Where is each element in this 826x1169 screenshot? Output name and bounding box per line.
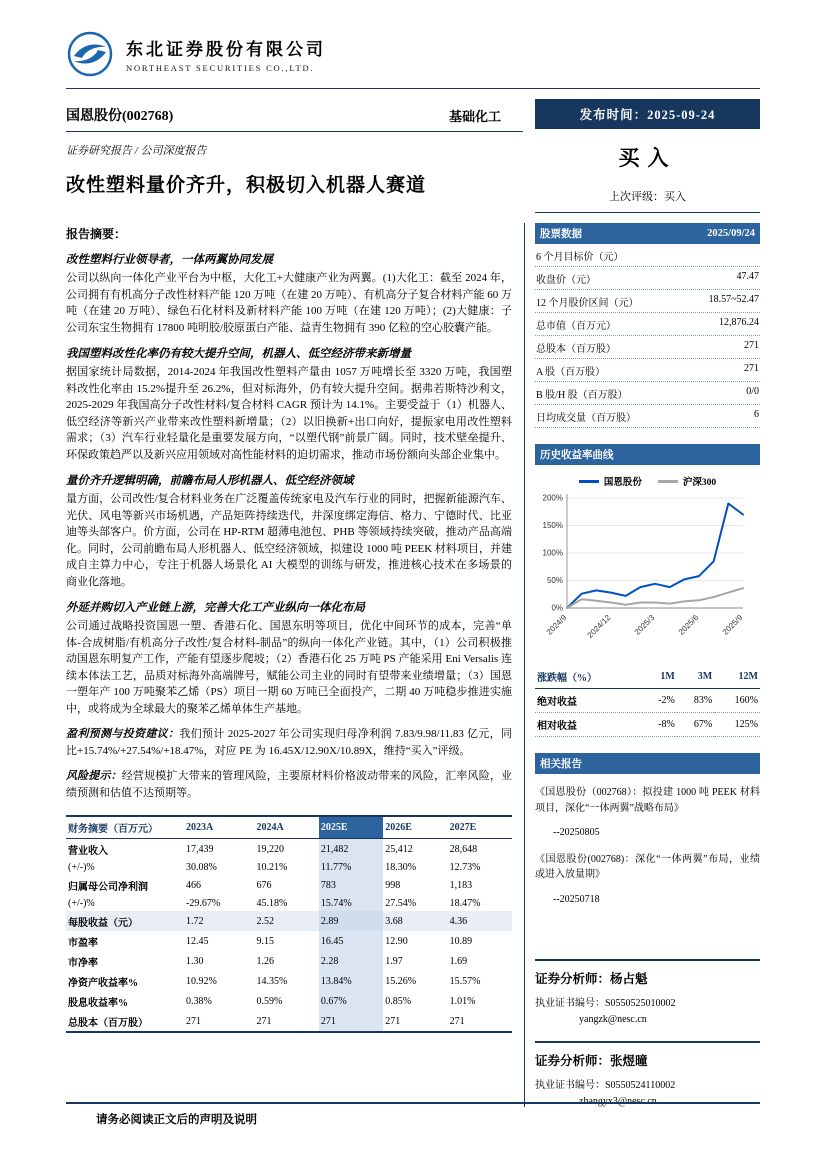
fin-table-cell: 0.59%	[256, 995, 283, 1007]
fin-table-cell: (+/-)%	[68, 897, 95, 909]
stock-data-row	[535, 290, 760, 313]
fin-table-cell: 4.36	[448, 911, 512, 931]
fin-table-cell: 0.67%	[319, 991, 383, 1011]
fin-table-cell: 18.30%	[385, 861, 417, 873]
fin-table-cell: 17,439	[186, 843, 214, 855]
stock-data-row	[535, 244, 760, 267]
svg-text:0%: 0%	[551, 603, 563, 613]
footer-disclaimer: 请务必阅读正文后的声明及说明	[66, 1102, 760, 1127]
fin-table-cell: 14.35%	[256, 975, 288, 987]
svg-text:100%: 100%	[542, 548, 563, 558]
fin-table-cell: 10.21%	[256, 861, 288, 873]
fin-table-row	[66, 971, 512, 991]
legend-label: 沪深300	[682, 478, 717, 488]
fin-table-cell: 9.15	[256, 935, 275, 947]
svg-text:2025/9: 2025/9	[720, 613, 745, 637]
history-chart-svg	[535, 488, 751, 656]
titles-row	[66, 138, 760, 213]
returns-header-cell: 1M	[642, 665, 677, 689]
returns-cell: 相对收益	[535, 713, 642, 737]
brand-header	[66, 30, 760, 89]
fin-table-cell: 15.57%	[449, 975, 481, 987]
main-column	[66, 223, 524, 1107]
fin-table-cell: 19,220	[256, 843, 285, 855]
fin-table-row	[66, 839, 512, 860]
legend-swatch	[579, 480, 599, 483]
rating-badge: 买入	[618, 146, 677, 170]
returns-row	[535, 689, 760, 713]
analyst-block	[535, 959, 760, 1025]
fin-table-cell: 998	[385, 879, 401, 891]
stock-data-date: 2025/09/24	[707, 228, 755, 239]
profit-forecast	[66, 726, 512, 759]
fin-table-cell: 0.38%	[186, 995, 212, 1007]
fin-table-body	[66, 839, 512, 1033]
fin-table-cell: 归属母公司净利润	[68, 881, 148, 893]
fin-table-head	[66, 816, 512, 839]
stock-data-row	[535, 336, 760, 359]
fin-table-header-cell: 2027E	[448, 816, 512, 839]
report-item	[535, 852, 760, 908]
fin-table-cell: 2.28	[319, 951, 383, 971]
returns-cell: -2%	[642, 689, 677, 713]
stock-data-value: 271	[744, 362, 759, 374]
section-title: 改性塑料行业领导者，一体两翼协同发展	[66, 254, 273, 266]
section-title: 量价齐升逻辑明确，前瞻布局人形机器人、低空经济领域	[66, 475, 354, 487]
returns-cell: 160%	[714, 689, 760, 713]
stock-data-label: 日均成交量（百万股）	[536, 412, 636, 424]
fin-table-header-cell: 2026E	[383, 816, 447, 839]
fin-table-cell: 271	[184, 1011, 255, 1032]
fin-table-header-cell: 2024A	[255, 816, 319, 839]
report-item	[535, 785, 760, 841]
stock-data-title: 股票数据	[540, 229, 582, 240]
fin-table-row	[66, 859, 512, 875]
stock-data-header	[535, 223, 760, 244]
summary-heading: 报告摘要：	[66, 227, 127, 241]
fin-table-cell: 1,183	[449, 879, 473, 891]
returns-cell: 125%	[714, 713, 760, 737]
fin-table-cell: 15.74%	[319, 895, 383, 911]
related-reports-list	[535, 785, 760, 907]
fin-table-cell: 783	[319, 875, 383, 895]
financial-summary-table	[66, 815, 512, 1033]
fin-table-header-cell: 2023A	[184, 816, 255, 839]
fin-table-cell: 1.26	[256, 955, 275, 967]
stock-data-row	[535, 313, 760, 336]
report-type: 证券研究报告 / 公司深度报告	[66, 145, 207, 157]
history-chart-block	[535, 444, 760, 661]
stock-data-value: 47.47	[736, 270, 759, 282]
svg-text:2024/12: 2024/12	[585, 613, 613, 640]
chart-legend	[535, 474, 760, 488]
stock-data-label: 12 个月股价区间（元）	[536, 297, 639, 309]
risk-warning-body: 经营规模扩大带来的管理风险，主要原材料价格波动带来的风险，汇率风险，业绩预测和估值不达预期等。	[66, 770, 513, 799]
returns-body	[535, 689, 760, 737]
stock-data-value: 271	[744, 339, 759, 351]
profit-forecast-body: 我们预计 2025-2027 年公司实现归母净利润 7.83/9.98/11.83 亿元，同比+15.74%/+27.54%/+18.47%，对应 PE 为 16.45X/12.90X/10.89X，维持“买入”评级。	[66, 728, 513, 757]
fin-table-cell: 总股本（百万股）	[66, 1011, 184, 1032]
section-title: 外延并购切入产业链上游，完善大化工产业纵向一体化布局	[66, 602, 365, 614]
risk-warning	[66, 768, 512, 801]
fin-table-cell: 营业收入	[68, 845, 108, 857]
fin-table-cell: 每股收益（元）	[66, 911, 184, 931]
fin-table-row	[66, 991, 512, 1011]
fin-table-cell: 12.90	[385, 935, 408, 947]
svg-text:2025/3: 2025/3	[632, 613, 657, 637]
content-columns	[66, 223, 760, 1107]
analyst-name: 证券分析师：杨占魁	[535, 972, 648, 986]
report-title: 《国恩股份（002768）：拟投建 1000 吨 PEEK 材料项目，深化“一体两翼”战略布局》	[535, 787, 760, 814]
fin-table-cell: 3.68	[383, 911, 447, 931]
section-body: 量方面，公司改性/复合材料业务在广泛覆盖传统家电及汽车行业的同时，把握新能源汽车、光伏、风电等新兴市场机遇，产品矩阵持续迭代，并深度绑定海信、格力、宁德时代、比亚迪等头部客户。价方面，公司在 HP-RTM 超薄电池包、PHB 等领域持续突破，推动产品高端化。同时，公司前瞻布局人形机器人、低空经济领域，拟建设 1000 吨 PEEK 材料项目，并建成自主算力中心，专注于机器人场景化 AI 大模型的训练与研发，推进核心技术在多场景的商业化落地。	[66, 493, 512, 588]
stock-name: 国恩股份(002768)	[66, 109, 174, 124]
analyst-cert: 执业证书编号：S0550525010002	[535, 998, 676, 1009]
brand-text	[126, 35, 326, 73]
returns-header-cell: 涨跌幅（%）	[535, 665, 642, 689]
analyst-block	[535, 1041, 760, 1107]
report-title: 《国恩股份(002768)：深化“一体两翼”布局，业绩或进入放量期》	[535, 853, 760, 880]
legend-item	[658, 474, 716, 488]
prev-rating: 上次评级：买入	[535, 188, 760, 213]
returns-table	[535, 665, 760, 737]
returns-cell: -8%	[642, 713, 677, 737]
section-body: 公司通过战略投资国恩一塑、香港石化、国恩东明等项目，优化中间环节的成本，完善“单体-合成树脂/有机高分子改性/复合材料-制品”的纵向一体化产业链。其中，（1）公司积极推动国恩东明复产工作，产能有望逐步爬坡；（2）香港石化 25 万吨 PS 产能采用 Eni Versalis 连续本体法工艺，品质对标海外高端牌号，赋能公司主业的同时有望带来业绩增量；（3）国恩一塑年产 100 万吨聚苯乙烯（PS）项目一期 60 万吨已全面投产，二期 40 万吨稳步推进实施中，或将成为全球最大的聚苯乙烯单体生产基地。	[66, 620, 512, 715]
titles-left	[66, 138, 535, 213]
stock-data-rows	[535, 244, 760, 428]
fin-table-cell: 1.01%	[449, 995, 476, 1007]
stock-data-value: 18.57~52.47	[708, 293, 759, 305]
fin-table-cell: 271	[448, 1011, 512, 1032]
section-title: 我国塑料改性化率仍有较大提升空间，机器人、低空经济带来新增量	[66, 348, 411, 360]
fin-table-cell: 股息收益率%	[68, 997, 128, 1009]
info-row	[66, 99, 760, 132]
stock-data-value: 0/0	[746, 385, 759, 397]
fin-table-cell: 271	[383, 1011, 447, 1032]
fin-table-row	[66, 875, 512, 895]
fin-table-cell: 18.47%	[449, 897, 481, 909]
fin-table-cell: 12.45	[186, 935, 209, 947]
fin-table-cell: 12.73%	[449, 861, 481, 873]
fin-table-row	[66, 951, 512, 971]
returns-cell: 67%	[677, 713, 714, 737]
history-chart-title: 历史收益率曲线	[540, 450, 614, 461]
stock-data-label: A 股（百万股）	[536, 366, 606, 378]
stock-data-value: 12,876.24	[719, 316, 759, 328]
fin-table-cell: -29.67%	[186, 897, 221, 909]
fin-table-cell: 30.08%	[186, 861, 217, 873]
returns-head	[535, 665, 760, 689]
profit-forecast-label: 盈利预测与投资建议：	[66, 728, 180, 740]
fin-table-cell: 2.52	[255, 911, 319, 931]
fin-table-cell: 45.18%	[256, 897, 288, 909]
fin-table-cell: 市净率	[68, 957, 98, 969]
fin-table-cell: 271	[319, 1011, 383, 1032]
stock-data-label: B 股/H 股（百万股）	[536, 389, 628, 401]
stock-data-label: 收盘价（元）	[536, 274, 596, 286]
returns-row	[535, 713, 760, 737]
company-name-cn: 东北证券股份有限公司	[126, 40, 326, 59]
analyst-email: zhangyx3@nesc.cn	[579, 1096, 657, 1107]
stock-data-row	[535, 405, 760, 428]
returns-header-row	[535, 665, 760, 689]
stock-data-label: 总股本（百万股）	[536, 343, 616, 355]
fin-table-header-cell: 2025E	[319, 816, 383, 839]
publish-date-box: 发布时间：2025-09-24	[535, 99, 760, 129]
stock-data-label: 6 个月目标价（元）	[536, 251, 624, 263]
report-date: --20250805	[553, 827, 600, 838]
fin-table-header-row	[66, 816, 512, 839]
returns-cell: 83%	[677, 689, 714, 713]
fin-table-cell: 16.45	[319, 931, 383, 951]
fin-table-cell: 13.84%	[319, 971, 383, 991]
fin-table-cell: 28,648	[449, 843, 478, 855]
fin-table-cell: 1.30	[186, 955, 204, 967]
fin-table-cell: 1.69	[449, 955, 468, 967]
related-reports-block	[535, 753, 760, 907]
svg-text:150%: 150%	[542, 521, 563, 531]
risk-warning-label: 风险提示：	[66, 770, 122, 782]
sidebar	[524, 223, 760, 1107]
fin-table-cell: 466	[186, 879, 201, 891]
stock-data-row	[535, 267, 760, 290]
stock-data-label: 总市值（百万元）	[536, 320, 616, 332]
fin-table-cell: 10.89	[449, 935, 473, 947]
fin-table-cell: 676	[256, 879, 272, 891]
fin-table-cell: 2.89	[319, 911, 383, 931]
titles-right	[535, 138, 760, 213]
fin-table-cell: 21,482	[319, 839, 383, 860]
stock-data-value: 6	[754, 408, 759, 420]
related-reports-header	[535, 753, 760, 774]
history-chart-header	[535, 444, 760, 465]
fin-table-cell: 市盈率	[68, 937, 98, 949]
section-body: 公司以纵向一体化产业平台为中枢，大化工+大健康产业为两翼。(1)大化工：截至 2024 年，公司拥有有机高分子改性材料产能 120 万吨（在建 20 万吨）、有机高分子复合材料产能 60 万吨（在建 20 万吨）、绿色石化材料及新材料产能 100 万吨（在建 120 万吨）；(2)大健康：子公司东宝生物拥有 17800 吨明胶/胶原蛋白产能、益青生物拥有 390 亿粒的空心胶囊产能。	[66, 272, 512, 334]
industry-label: 基础化工	[448, 109, 501, 124]
analyst-cert: 执业证书编号：S0550524110002	[535, 1080, 676, 1091]
fin-table-header-cell: 财务摘要（百万元）	[66, 816, 184, 839]
fin-table-cell: 10.92%	[186, 975, 217, 987]
fin-table-row	[66, 1011, 512, 1032]
svg-text:200%: 200%	[542, 493, 563, 503]
analyst-name: 证券分析师：张煜曈	[535, 1054, 648, 1068]
fin-table-cell: 15.26%	[385, 975, 417, 987]
fin-table-cell: (+/-)%	[68, 861, 95, 873]
svg-text:2024/9: 2024/9	[544, 613, 569, 637]
returns-header-cell: 3M	[677, 665, 714, 689]
fin-table-row	[66, 911, 512, 931]
fin-table-cell: 25,412	[385, 843, 413, 855]
fin-table-cell: 27.54%	[385, 897, 417, 909]
legend-label: 国恩股份	[603, 478, 642, 488]
svg-text:50%: 50%	[546, 576, 563, 586]
legend-swatch	[658, 480, 678, 483]
fin-table-cell: 271	[255, 1011, 319, 1032]
fin-table-row	[66, 895, 512, 911]
fin-table-cell: 11.77%	[319, 859, 383, 875]
related-reports-title: 相关报告	[540, 759, 582, 770]
stock-data-row	[535, 359, 760, 382]
fin-table-row	[66, 931, 512, 951]
returns-header-cell: 12M	[714, 665, 760, 689]
fin-table-cell: 0.85%	[385, 995, 412, 1007]
section-body: 据国家统计局数据，2014-2024 年我国改性塑料产量由 1057 万吨增长至 3320 万吨，我国塑料改性化率由 15.2%提升至 26.2%，但对标海外，仍有较大提升空间。据弗若斯特沙利文，2025-2029 年我国高分子改性材料/复合材料 CAGR 预计为 14.1%。主要受益于（1）机器人、低空经济等新兴产业带来改性塑料新增量；（2）以旧换新+出口向好，提振家电用改性塑料需求；（3）汽车行业轻量化是重要发展方向，“以塑代钢”前景广阔。同时，技术壁垒提升、环保政策趋严以及新兴应用领域对高性能材料的迫切需求，推动市场份额向头部企业集中。	[66, 366, 512, 461]
company-name-en: NORTHEAST SECURITIES CO.,LTD.	[126, 63, 315, 73]
info-left	[66, 99, 523, 132]
analyst-email: yangzk@nesc.cn	[579, 1014, 647, 1025]
svg-text:2025/6: 2025/6	[676, 613, 701, 637]
report-date: --20250718	[553, 893, 600, 905]
page-title: 改性塑料量价齐升，积极切入机器人赛道	[66, 175, 427, 196]
fin-table-cell: 1.72	[184, 911, 255, 931]
company-logo-icon	[66, 30, 114, 78]
fin-table-cell: 净资产收益率%	[68, 977, 138, 989]
returns-cell: 绝对收益	[535, 689, 642, 713]
legend-item	[579, 474, 642, 488]
fin-table-cell: 1.97	[385, 955, 403, 967]
stock-data-row	[535, 382, 760, 405]
